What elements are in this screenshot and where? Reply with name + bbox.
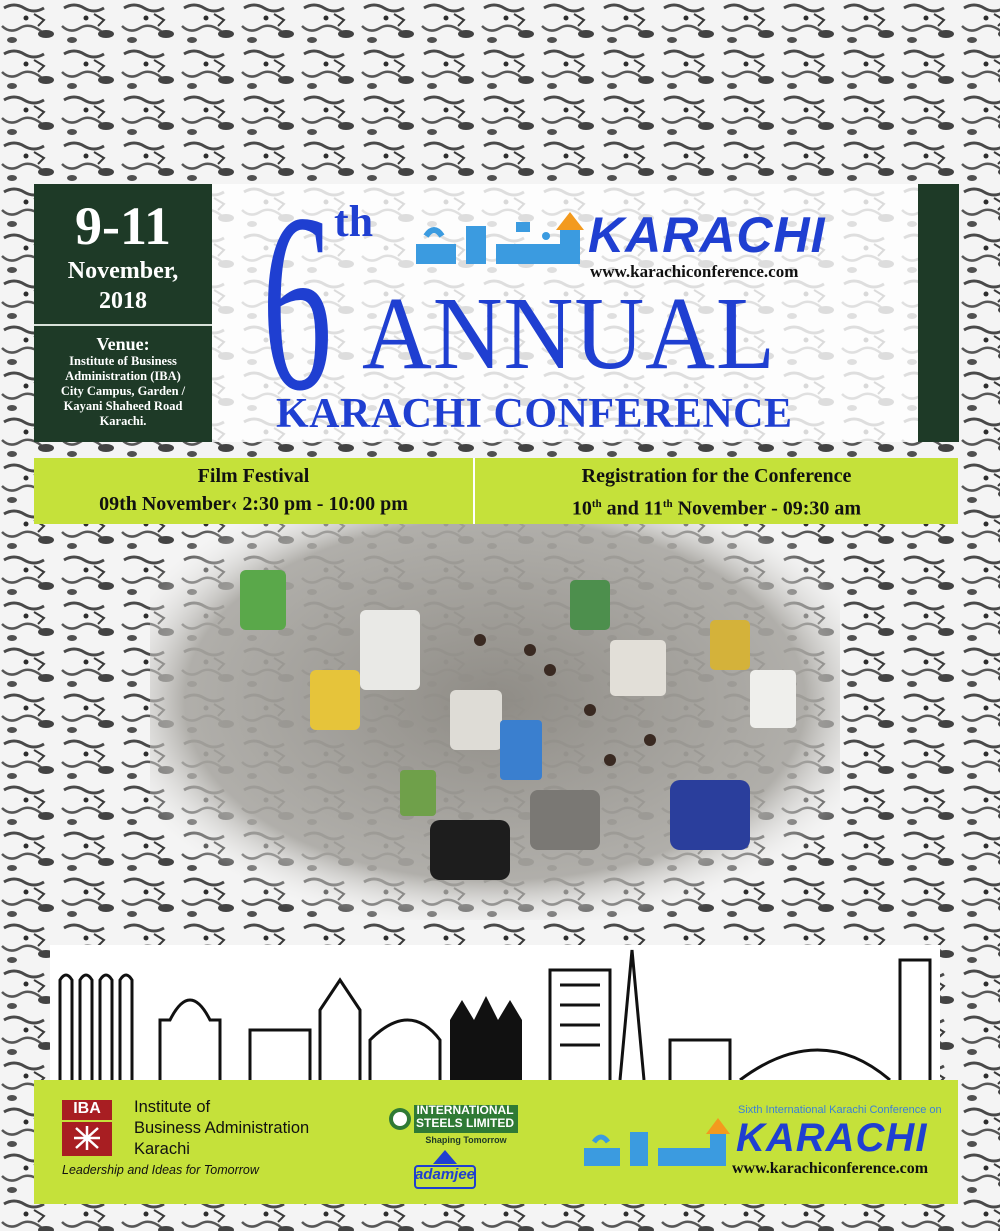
event-month: November, [67, 258, 179, 284]
isl-name-line: STEELS LIMITED [415, 1116, 514, 1130]
footer-karachi-word: KARACHI [736, 1116, 928, 1160]
venue-line: City Campus, Garden / [60, 384, 186, 398]
conference-url[interactable]: www.karachiconference.com [590, 262, 799, 281]
iba-full-name [134, 1097, 334, 1160]
iba-abbreviation: IBA [73, 1100, 101, 1117]
date-divider [34, 324, 212, 326]
reg-sup: th [591, 498, 602, 510]
reg-sup: th [662, 498, 673, 510]
date-venue-box [34, 184, 212, 442]
registration-info [475, 462, 958, 523]
reg-and: and 11 [601, 497, 663, 520]
edition-numeral: 6 [262, 162, 333, 444]
right-accent-bar [918, 184, 959, 442]
annual-heading: ANNUAL [362, 276, 776, 391]
venue-line: Administration (IBA) [65, 369, 181, 383]
traffic-photo [150, 520, 840, 920]
iba-name-line: Institute of [134, 1098, 211, 1116]
isl-tagline: Shaping Tomorrow [425, 1135, 507, 1145]
adamjee-word: adamjee [414, 1166, 476, 1183]
venue-line: Karachi. [99, 414, 147, 428]
iba-name-line: Karachi [134, 1140, 190, 1158]
registration-time [475, 490, 958, 523]
reg-day: 10 [571, 497, 592, 520]
event-dates: 9-11 [74, 196, 171, 256]
karachi-skyline-icon [50, 945, 940, 1085]
venue-address [34, 354, 212, 429]
conference-heading: KARACHI CONFERENCE [276, 391, 793, 437]
reg-rest: November - 09:30 am [672, 497, 862, 520]
isl-name [414, 1104, 516, 1130]
iba-name-line: Business Administration [134, 1119, 310, 1137]
film-festival-title: Film Festival [197, 465, 310, 487]
venue-line: Kayani Shaheed Road [63, 399, 183, 413]
iba-tagline: Leadership and Ideas for Tomorrow [62, 1163, 259, 1177]
venue-label: Venue: [96, 334, 150, 354]
film-festival-time: 09th November‹ 2:30 pm - 10:00 pm [99, 493, 408, 515]
venue-line: Institute of Business [69, 354, 177, 368]
footer-conference-url[interactable]: www.karachiconference.com [732, 1160, 929, 1177]
registration-title: Registration for the Conference [581, 465, 852, 487]
isl-name-line: INTERNATIONAL [416, 1103, 514, 1117]
footer-conference-title: Sixth International Karachi Conference on [738, 1104, 942, 1116]
film-festival-info [34, 462, 473, 518]
event-year: 2018 [99, 288, 147, 314]
edition-suffix: th [334, 197, 374, 246]
karachi-logo-word: KARACHI [588, 207, 826, 263]
